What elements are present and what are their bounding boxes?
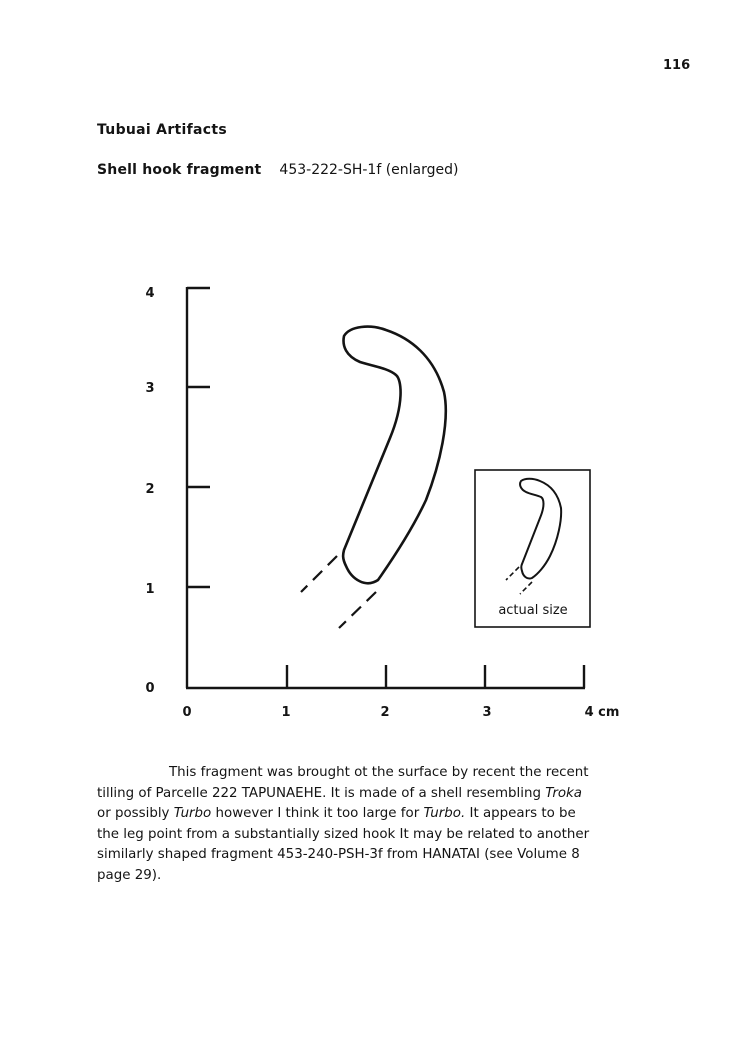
hook-outline-enlarged — [343, 327, 446, 584]
y-tick-label-1: 1 — [145, 582, 155, 597]
break-lines — [301, 556, 376, 628]
x-tick-label-1: 1 — [281, 705, 291, 720]
paragraph-line-3 — [97, 804, 681, 825]
description-paragraph — [97, 763, 681, 886]
x-tick-label-3: 3 — [482, 705, 492, 720]
page-number: 116 — [663, 58, 691, 73]
species-name: Troka — [545, 785, 583, 801]
paragraph-text: tilling of Parcelle 222 TAPUNAEHE. It is made of a shell resembling — [97, 785, 546, 801]
axes — [186, 287, 585, 688]
catalog-number: 453-222-SH-1f (enlarged) — [279, 162, 459, 178]
inset-label: actual size — [498, 603, 568, 618]
paragraph-text: This fragment was brought ot the surface by recent the recent — [169, 765, 589, 780]
y-tick-label-3: 3 — [145, 381, 155, 396]
paragraph-line-6: page 29). — [97, 867, 162, 883]
break-line-lower — [339, 592, 376, 628]
y-tick-label-4: 4 — [145, 286, 155, 301]
species-name: Turbo. — [423, 806, 466, 821]
paragraph-text: however I think it too large for — [211, 806, 424, 821]
section-title: Tubuai Artifacts — [97, 122, 227, 138]
y-tick-label-0: 0 — [145, 681, 155, 696]
x-tick-label-2: 2 — [380, 705, 390, 720]
x-tick-label-0: 0 — [182, 705, 192, 720]
paragraph-text: It appears to be — [465, 806, 576, 821]
paragraph-line-1 — [97, 763, 681, 784]
paragraph-line-4: the leg point from a substantially sized hook It may be related to another — [97, 826, 590, 842]
hook-outline-actual — [520, 479, 561, 579]
artifact-name: Shell hook fragment — [97, 162, 262, 178]
x-tick-label-4: 4 cm — [584, 705, 620, 720]
inset-break-lower — [520, 582, 532, 594]
actual-size-inset — [475, 470, 590, 627]
inset-break-upper — [506, 567, 519, 580]
paragraph-text: or possibly — [97, 806, 174, 821]
paragraph-line-2 — [97, 784, 681, 805]
species-name: Turbo — [173, 806, 212, 821]
break-line-upper — [301, 556, 337, 592]
paragraph-line-5: similarly shaped fragment 453-240-PSH-3f from HANATAI (see Volume 8 — [97, 847, 580, 862]
y-tick-label-2: 2 — [145, 482, 155, 497]
